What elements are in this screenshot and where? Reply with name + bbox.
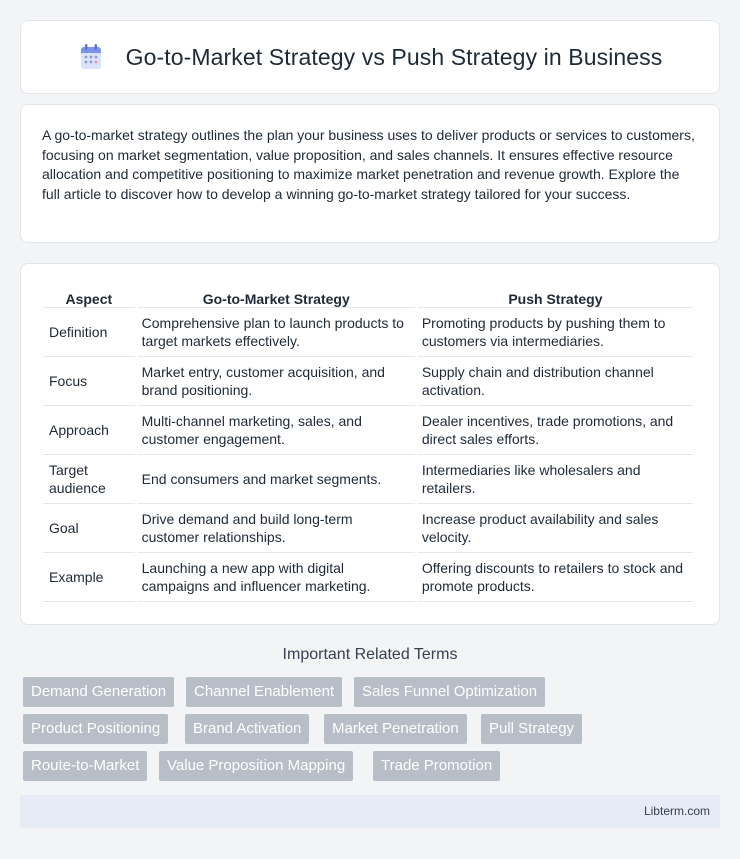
term-tag[interactable]: Trade Promotion [373,751,500,781]
cell-gtm: Comprehensive plan to launch products to target markets effectively. [138,308,415,357]
cell-gtm: Multi-channel marketing, sales, and customer engagement. [138,406,415,455]
term-tag[interactable]: Channel Enablement [186,677,342,707]
term-tag[interactable]: Route-to-Market [23,751,147,781]
intro-text: A go-to-market strategy outlines the plan your business uses to deliver products or services to customers, focusing on market segmentation, value proposition, and sales channels. It ensures effective resource allocation and competitive positioning to maximize market penetration and revenue growth. Explore the full article to discover how to develop a winning go-to-market strategy tailored for your success. [42,127,695,202]
table-row [43,553,693,602]
cell-push: Supply chain and distribution channel activation. [418,357,693,406]
table-row [43,406,693,455]
intro-card [20,104,720,243]
cell-aspect: Definition [43,308,135,357]
term-tag[interactable]: Sales Funnel Optimization [354,677,545,707]
cell-aspect: Focus [43,357,135,406]
comparison-table [40,284,696,602]
cell-gtm: Drive demand and build long-term customer relationships. [138,504,415,553]
table-row [43,504,693,553]
cell-push: Dealer incentives, trade promotions, and direct sales efforts. [418,406,693,455]
term-tag[interactable]: Product Positioning [23,714,168,744]
document-icon [78,43,104,71]
table-row [43,357,693,406]
cell-gtm: Market entry, customer acquisition, and brand positioning. [138,357,415,406]
term-tag[interactable]: Brand Activation [185,714,309,744]
header-aspect: Aspect [43,284,135,308]
cell-gtm: End consumers and market segments. [138,455,415,504]
table-row [43,455,693,504]
header-push: Push Strategy [418,284,693,308]
cell-aspect: Target audience [43,455,135,504]
table-row [43,308,693,357]
cell-aspect: Example [43,553,135,602]
term-tag[interactable]: Pull Strategy [481,714,582,744]
footer-site-link[interactable]: Libterm.com [643,804,710,818]
cell-gtm: Launching a new app with digital campaigns and influencer marketing. [138,553,415,602]
term-tag[interactable]: Market Penetration [324,714,467,744]
header-gtm: Go-to-Market Strategy [138,284,415,308]
table-header-row [43,284,693,308]
cell-push: Increase product availability and sales velocity. [418,504,693,553]
cell-push: Offering discounts to retailers to stock and promote products. [418,553,693,602]
page-title: Go-to-Market Strategy vs Push Strategy in Business [125,43,663,70]
title-card [20,20,720,94]
table-card [20,263,720,625]
cell-aspect: Approach [43,406,135,455]
term-tag[interactable]: Value Proposition Mapping [159,751,353,781]
term-tag[interactable]: Demand Generation [23,677,174,707]
related-terms-title: Important Related Terms [282,646,458,663]
cell-push: Intermediaries like wholesalers and retailers. [418,455,693,504]
footer [20,795,720,828]
title-wrap [78,43,663,71]
cell-push: Promoting products by pushing them to customers via intermediaries. [418,308,693,357]
cell-aspect: Goal [43,504,135,553]
